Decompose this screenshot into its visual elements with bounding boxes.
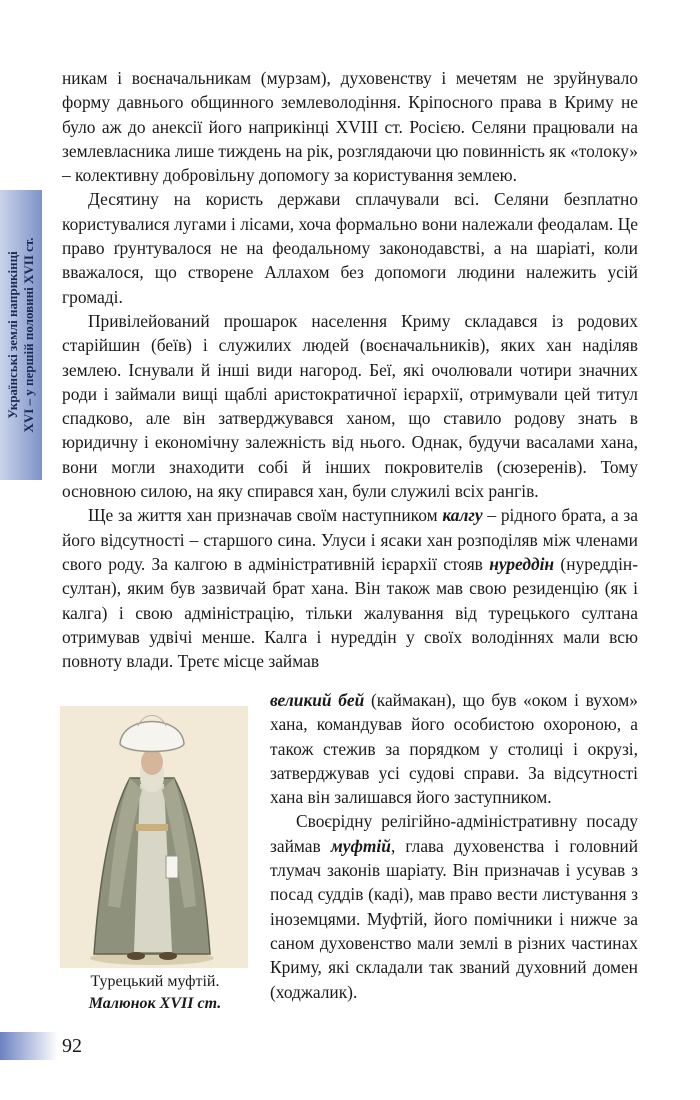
mufti-figure-drawing	[60, 706, 248, 968]
paragraph-3: Привілейований прошарок населення Криму складався із родових старійшин (беїв) і служилих людей (воєначальників), яких хан наділяв землею. Існували й інші види нагород. Беї, які очолювали чотири значних роди і займали вищі щаблі аристократичної ієрархії, отримували цей титул спадково, але він затверджувався ханом, що ставило родову знать в юридичну і економічну залежність від нього. Однак, будучи васалами хана, вони могли знаходити собі й інших покровителів (сюзеренів). Тому основною силою, на яку спирався хан, були служилі всіх рангів.	[62, 310, 638, 502]
paragraph-4-continued	[270, 688, 638, 809]
term-kalga: калгу	[442, 505, 483, 526]
chapter-title-line-1: Українські землі наприкінці	[5, 251, 20, 419]
paragraph-4-part-c: (нуреддін-султан), яким був зазвичай брат хана. Він також мав свою резиденцію (як і калга) і свою адміністрацію, тільки жалування від турецького султана отримував удвічі менше. Калга і нуреддін у своїх володіннях мали всю повноту влади. Третє місце займав	[62, 553, 639, 672]
paragraph-2: Десятину на користь держави сплачували всі. Селяни безплатно користувалися лугами і лісами, хоча формально вони належали феодалам. Це право ґрунтувалося не на феодальному законодавстві, а на шаріаті, коли вважалося, що створене Аллахом без допомоги людини належить усій громаді.	[62, 189, 638, 307]
chapter-title	[5, 237, 37, 432]
paragraph-4-continued-text: (каймакан), що був «оком і вухом» хана, командував його особистою охороною, а також стежив за порядком у столиці і окрузі, затверджував усі судові справи. За відсутності хана він залишався його заступником.	[270, 690, 638, 808]
main-text-right	[270, 688, 638, 1004]
chapter-side-tab	[0, 190, 42, 480]
term-nureddin: нуреддін	[489, 553, 555, 574]
page-number: 92	[62, 1035, 82, 1057]
term-great-bei: великий бей	[270, 690, 365, 710]
paragraph-5-part-a: Своєрідну релігійно-адміністративну посаду займав	[270, 811, 638, 856]
paragraph-5-part-b: , глава духовенства і головний тлумач законів шаріату. Він призначав і усував з посад суддів (каді), мав право вести листування з іноземцями. Муфтій, його помічники і нижче за саном духовенство мали землі в різних частинах Криму, які складали так званий духовний домен (ходжалик).	[270, 835, 639, 1002]
main-text-top	[62, 66, 638, 673]
figure-caption-title: Турецький муфтій.	[90, 973, 220, 990]
figure-caption-date: Малюнок XVII ст.	[88, 995, 222, 1012]
mufti-illustration	[60, 706, 248, 968]
page-number-bar	[0, 1032, 58, 1060]
paragraph-4-part-b: – рідного брата, а за його відсутності – старшого сина. Улуси і ясаки хан розподіляв між членами свого роду. За калгою в адміністративній ієрархії стояв	[62, 505, 638, 574]
term-mufti: муфтій	[330, 835, 391, 856]
paragraph-4	[62, 503, 638, 673]
paragraph-5	[270, 809, 638, 1003]
paragraph-4-part-a: Ще за життя хан призначав своїм наступником	[88, 505, 443, 526]
paragraph-1: никам і воєначальникам (мурзам), духовенству і мечетям не зруйнувало форму давнього общинного землеволодіння. Кріпосного права в Криму не було аж до анексії його наприкінці XVIII ст. Росією. Селяни працювали на землевласника лише тиждень на рік, розглядаючи цю повинність як «толоку» – колективну добровільну допомогу за користування землею.	[62, 68, 638, 186]
chapter-title-line-2: XVI – у першій половині XVII ст.	[21, 237, 36, 433]
